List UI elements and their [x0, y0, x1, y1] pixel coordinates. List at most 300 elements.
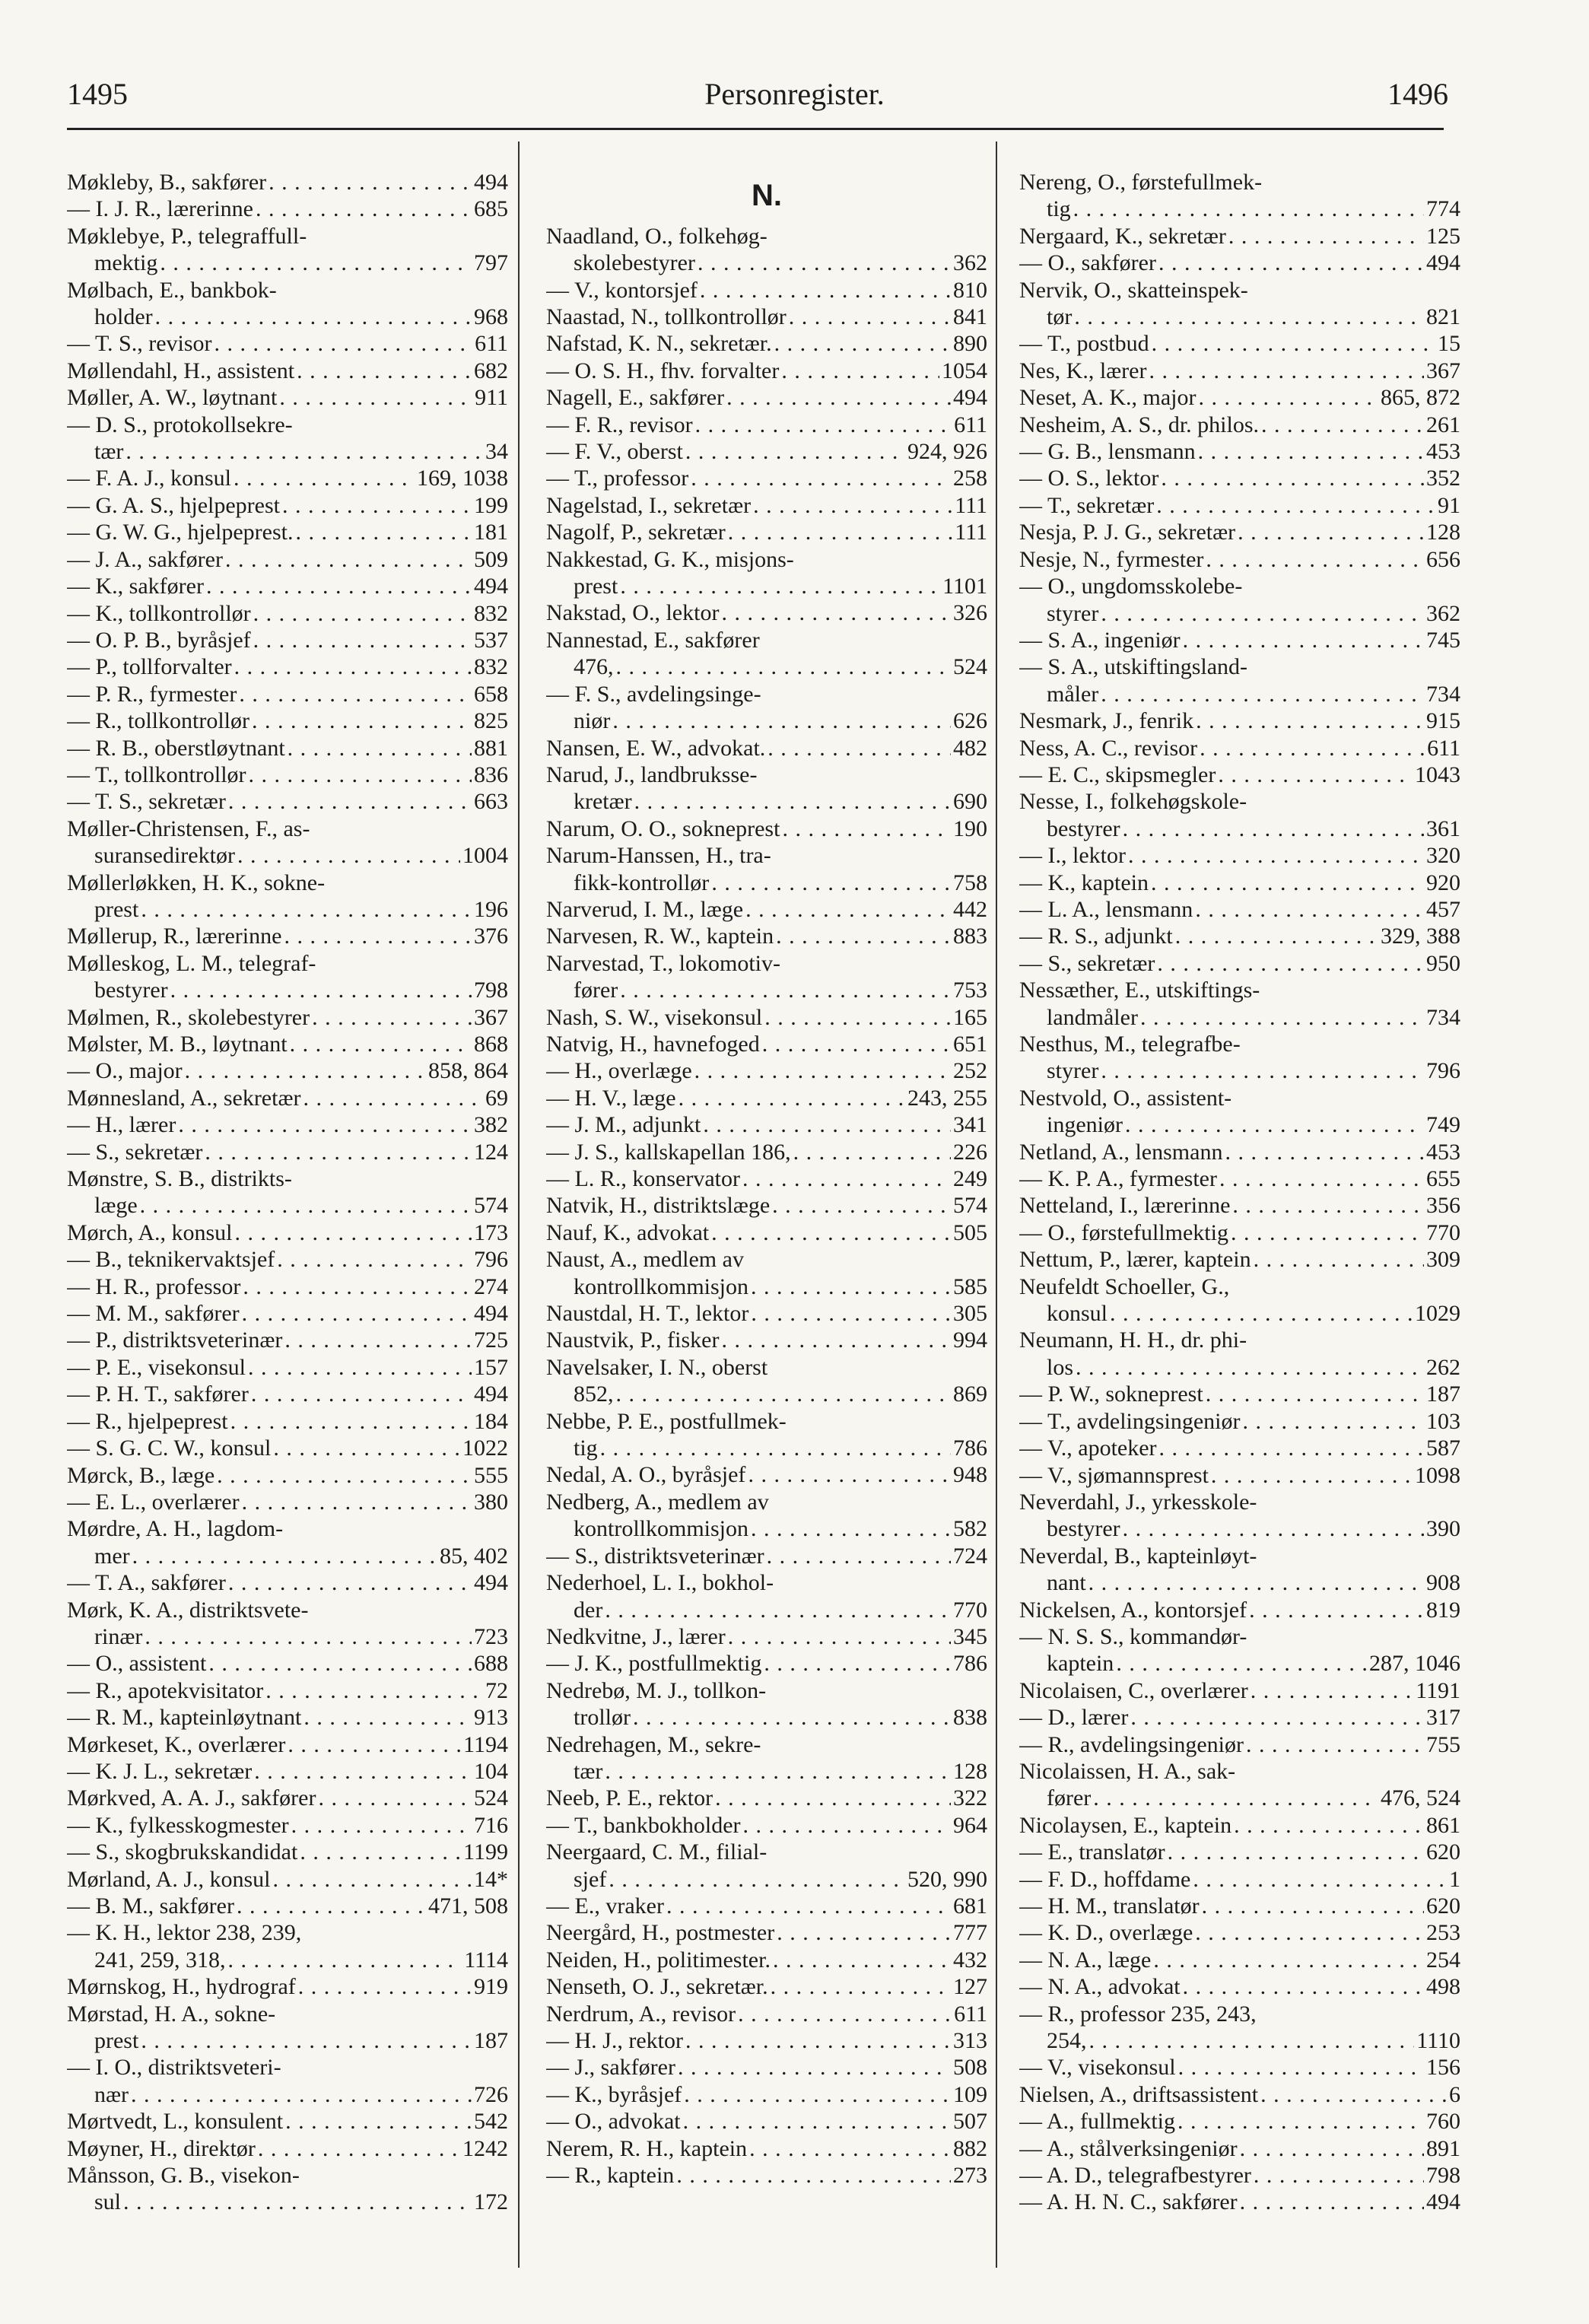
entry-continuation: fører	[574, 978, 618, 1003]
entry-name: — T. S., sekretær	[67, 789, 226, 815]
register-entry	[546, 815, 987, 842]
register-entry	[67, 1839, 508, 1865]
dot-leader	[1159, 1435, 1424, 1461]
entry-name: — G. W. G., hjelpeprest.	[67, 520, 294, 545]
register-entry	[546, 384, 987, 411]
register-column-2	[546, 169, 987, 2189]
register-entry	[1019, 761, 1460, 788]
entry-name: Nedrebø, M. J., tollkon-	[546, 1677, 767, 1703]
page-reference: 890	[953, 331, 987, 357]
register-entry	[1019, 788, 1460, 842]
page-reference: 882	[953, 2135, 987, 2161]
page-reference: 494	[474, 1301, 508, 1327]
entry-name: — K. J. L., sekretær	[67, 1758, 253, 1784]
register-entry	[546, 923, 987, 949]
entry-name: Neumann, H. H., dr. phi-	[1019, 1327, 1247, 1353]
dot-leader	[678, 2054, 951, 2081]
entry-name: — B. M., sakfører	[67, 1893, 234, 1919]
dot-leader	[1175, 923, 1378, 949]
entry-name: Møllerup, R., lærerinne	[67, 924, 282, 949]
register-entry	[546, 1731, 987, 1785]
entry-name: — P. W., sokneprest	[1019, 1381, 1203, 1407]
dot-leader	[234, 653, 472, 680]
entry-name: Nerem, R. H., kaptein	[546, 2135, 748, 2161]
entry-name: — A. H. N. C., sakfører	[1019, 2189, 1238, 2215]
dot-leader	[774, 330, 951, 357]
page-reference: 836	[474, 761, 508, 787]
entry-name: Nedkvitne, J., lærer	[546, 1623, 726, 1649]
entry-name: Møkleby, B., sakfører	[67, 170, 267, 195]
entry-continuation: 476,	[574, 654, 614, 680]
entry-continuation: mer	[94, 1543, 130, 1569]
entry-name: Narvesen, R. W., kaptein	[546, 924, 774, 949]
dot-leader	[789, 304, 951, 330]
page-reference: 655	[1426, 1166, 1460, 1192]
page-reference: 341	[953, 1112, 987, 1138]
register-entry	[546, 2108, 987, 2135]
entry-continuation: kontrollkommisjon	[574, 1273, 749, 1299]
page-reference: 320	[1426, 843, 1460, 869]
page-reference: 15	[1438, 331, 1460, 357]
dot-leader	[1243, 1408, 1424, 1435]
entry-name: — O., assistent	[67, 1651, 207, 1677]
page-reference: 585	[953, 1273, 987, 1299]
register-entry	[1019, 546, 1460, 573]
dot-leader	[1125, 1111, 1424, 1138]
page-reference: 432	[953, 1947, 987, 1973]
entry-name: — K. D., overlæge	[1019, 1920, 1193, 1946]
dot-leader	[1153, 1947, 1424, 1973]
entry-name: — T., tollkontrollør	[67, 761, 246, 787]
dot-leader	[178, 1111, 472, 1138]
page-reference: 362	[1426, 600, 1460, 626]
register-entry	[1019, 1139, 1460, 1165]
page-reference: 309	[1426, 1247, 1460, 1273]
entry-continuation: rinær	[94, 1623, 143, 1649]
entry-name: Neergaard, C. M., filial-	[546, 1839, 767, 1865]
register-entry	[1019, 1219, 1460, 1246]
page-reference: 734	[1426, 1004, 1460, 1030]
register-entry	[546, 2081, 987, 2108]
register-entry	[1019, 896, 1460, 923]
page-reference: 128	[1426, 520, 1460, 545]
register-entry	[67, 277, 508, 331]
dot-leader	[694, 1057, 951, 1084]
register-entry	[1019, 1381, 1460, 1407]
entry-name: — F. R., revisor	[546, 412, 693, 437]
dot-leader	[1193, 1866, 1447, 1893]
entry-name: Natvig, H., havnefoged	[546, 1031, 760, 1057]
entry-name: Nicolaysen, E., kaptein	[1019, 1812, 1232, 1838]
dot-leader	[1261, 412, 1424, 438]
entry-name: Nesja, P. J. G., sekretær	[1019, 520, 1236, 545]
page-reference: 919	[474, 1974, 508, 2000]
page-reference: 920	[1426, 870, 1460, 895]
dot-leader	[258, 2135, 460, 2162]
dot-leader	[776, 923, 951, 949]
entry-continuation: bestyrer	[94, 978, 168, 1003]
page-reference: 755	[1426, 1731, 1460, 1757]
register-entry	[1019, 1165, 1460, 1192]
register-entry	[67, 1246, 508, 1273]
entry-name: — O., advokat	[546, 2109, 681, 2135]
register-entry	[1019, 358, 1460, 384]
dot-leader	[1206, 1381, 1424, 1407]
register-entry	[1019, 1947, 1460, 1973]
dot-leader	[235, 1219, 472, 1246]
register-entry	[1019, 870, 1460, 896]
page-reference: 173	[474, 1219, 508, 1245]
dot-leader	[1218, 761, 1413, 788]
register-entry	[546, 1543, 987, 1569]
entry-name: Naastad, N., tollkontrollør	[546, 304, 787, 330]
page-reference: 345	[953, 1623, 987, 1649]
dot-leader	[1152, 330, 1435, 357]
dot-leader	[745, 896, 951, 923]
page-reference: 685	[474, 196, 508, 222]
entry-continuation: trollør	[574, 1705, 631, 1731]
page-reference: 258	[953, 466, 987, 491]
page-reference: 770	[953, 1597, 987, 1623]
register-entry	[1019, 412, 1460, 438]
page-reference: 190	[953, 815, 987, 841]
register-column-3	[1019, 169, 1460, 2216]
page-reference: 305	[953, 1301, 987, 1327]
dot-leader	[252, 707, 472, 734]
entry-continuation: bestyrer	[1047, 815, 1120, 841]
dot-leader	[303, 1085, 483, 1111]
dot-leader	[185, 1057, 426, 1084]
page-reference: 1191	[1416, 1677, 1460, 1703]
entry-name: — M. M., sakfører	[67, 1301, 240, 1327]
column-divider	[996, 141, 997, 2268]
register-entry	[1019, 1085, 1460, 1139]
dot-leader	[751, 1300, 951, 1327]
entry-name: Narum-Hanssen, H., tra-	[546, 843, 771, 869]
page-reference: 1110	[1416, 2028, 1460, 2054]
entry-name: — S., sekretær	[67, 1139, 203, 1165]
entry-name: Månsson, G. B., visekon-	[67, 2163, 300, 2189]
page-reference: 457	[1426, 896, 1460, 922]
entry-name: — A. D., telegrafbestyrer	[1019, 2163, 1251, 2189]
page-reference: 380	[474, 1489, 508, 1515]
entry-name: — K., fylkesskogmester	[67, 1812, 289, 1838]
register-entry	[67, 2108, 508, 2135]
page-reference: 199	[474, 492, 508, 518]
entry-name: — H. V., læge	[546, 1085, 676, 1111]
entry-name: Neset, A. K., major	[1019, 385, 1197, 411]
register-entry	[546, 1839, 987, 1893]
register-entry	[67, 1893, 508, 1919]
register-entry	[1019, 1543, 1460, 1597]
page-reference: 611	[954, 412, 987, 437]
register-entry	[67, 735, 508, 761]
dot-leader	[1149, 358, 1424, 384]
dot-leader	[666, 1893, 951, 1919]
entry-name: — R., kaptein	[546, 2163, 675, 2189]
register-entry	[67, 1327, 508, 1353]
entry-name: Mørch, A., konsul	[67, 1219, 233, 1245]
register-entry	[1019, 438, 1460, 465]
page-reference: 494	[953, 385, 987, 411]
dot-leader	[751, 1515, 951, 1542]
register-entry	[546, 1327, 987, 1353]
register-entry	[1019, 2081, 1460, 2108]
page-reference: 908	[1426, 1570, 1460, 1596]
entry-name: — F. V., oberst	[546, 439, 683, 465]
dot-leader	[206, 573, 472, 599]
entry-name: — B., teknikervaktsjef	[67, 1247, 275, 1273]
entry-continuation: konsul	[1047, 1301, 1108, 1327]
dot-leader	[141, 2027, 472, 2054]
entry-name: — G. A. S., hjelpeprest	[67, 492, 280, 518]
dot-leader	[1211, 1462, 1413, 1489]
dot-leader	[1195, 896, 1424, 923]
entry-continuation: landmåler	[1047, 1004, 1138, 1030]
entry-name: — R., apotekvisitator	[67, 1677, 264, 1703]
entry-name: Narum, O. O., sokneprest	[546, 815, 780, 841]
register-entry	[67, 2001, 508, 2055]
page-reference: 758	[953, 870, 987, 895]
register-entry	[1019, 1731, 1460, 1758]
register-entry	[1019, 1246, 1460, 1273]
register-entry	[67, 1785, 508, 1811]
register-entry	[546, 2162, 987, 2189]
register-entry	[1019, 1812, 1460, 1839]
entry-continuation: mektig	[94, 250, 158, 276]
entry-name: Nauf, K., advokat	[546, 1219, 710, 1245]
entry-name: — K., sakfører	[67, 574, 204, 599]
entry-name: — P. R., fyrmester	[67, 681, 237, 707]
register-entry	[67, 1731, 508, 1758]
entry-name: — V., kontorsjef	[546, 277, 698, 303]
register-entry	[67, 2135, 508, 2162]
register-entry	[546, 681, 987, 735]
dot-leader	[1158, 250, 1424, 276]
dot-leader	[1260, 2081, 1447, 2108]
dot-leader	[170, 977, 472, 1003]
register-entry	[67, 788, 508, 815]
entry-continuation: 852,	[574, 1381, 614, 1407]
page-reference: 749	[1426, 1112, 1460, 1138]
register-entry	[1019, 1973, 1460, 2000]
page-reference: 1	[1449, 1866, 1460, 1892]
page-reference: 725	[474, 1327, 508, 1353]
entry-continuation: prest	[574, 574, 618, 599]
entry-continuation: kretær	[574, 789, 632, 815]
register-entry	[67, 1919, 508, 1973]
entry-name: — A., stålverksingeniør	[1019, 2135, 1238, 2161]
entry-name: Nenseth, O. J., sekretær.	[546, 1974, 768, 2000]
dot-leader	[764, 1650, 951, 1677]
register-entry	[1019, 1704, 1460, 1731]
dot-leader	[1234, 1812, 1424, 1839]
register-entry	[546, 1057, 987, 1084]
entry-name: Nakstad, O., lektor	[546, 600, 720, 626]
dot-leader	[288, 1731, 461, 1758]
entry-name: Naadland, O., folkehøg-	[546, 223, 767, 249]
register-entry	[67, 1677, 508, 1704]
entry-continuation: los	[1047, 1354, 1074, 1380]
page-reference: 507	[953, 2109, 987, 2135]
entry-name: Nesmark, J., fenrik	[1019, 708, 1194, 734]
register-column-1	[67, 169, 508, 2216]
register-entry	[546, 2001, 987, 2027]
entry-name: Nash, S. W., visekonsul	[546, 1004, 763, 1030]
entry-name: — D. S., protokollsekre-	[67, 412, 293, 437]
page-reference: 157	[474, 1354, 508, 1380]
dot-leader	[318, 1785, 472, 1811]
entry-name: Nesse, I., folkehøgskole-	[1019, 789, 1247, 815]
dot-leader	[273, 1866, 472, 1893]
entry-continuation: måler	[1047, 681, 1099, 707]
page-reference: 587	[1426, 1435, 1460, 1461]
page-reference: 865, 872	[1381, 385, 1460, 411]
dot-leader	[1177, 2108, 1424, 2135]
register-entry	[1019, 2001, 1460, 2055]
register-entry	[1019, 465, 1460, 491]
dot-leader	[634, 788, 951, 815]
dot-leader	[1088, 1569, 1424, 1596]
register-entry	[546, 330, 987, 357]
register-entry	[67, 1569, 508, 1596]
page-reference: 498	[1426, 1974, 1460, 2000]
dot-leader	[297, 358, 472, 384]
dot-leader	[237, 842, 460, 869]
dot-leader	[748, 1461, 951, 1488]
entry-name: — S., distriktsveterinær	[546, 1543, 764, 1569]
page-title: Personregister.	[704, 77, 885, 111]
register-entry	[1019, 923, 1460, 949]
register-entry	[67, 1758, 508, 1785]
dot-leader	[1161, 465, 1424, 491]
entry-name: — J., sakfører	[546, 2055, 675, 2081]
page-reference: 494	[1426, 250, 1460, 276]
register-entry	[546, 465, 987, 491]
entry-name: — I. O., distriktsveteri-	[67, 2055, 281, 2081]
dot-leader	[782, 815, 951, 842]
dot-leader	[1130, 1704, 1424, 1731]
page-reference: 724	[953, 1543, 987, 1569]
page-reference: 861	[1426, 1812, 1460, 1838]
page-reference: 841	[953, 304, 987, 330]
page-reference: 273	[953, 2163, 987, 2189]
dot-leader	[605, 1758, 951, 1785]
page-reference: 165	[953, 1004, 987, 1030]
dot-leader	[721, 599, 951, 626]
register-entry	[67, 465, 508, 491]
page-reference: 786	[953, 1651, 987, 1677]
page-reference: 858, 864	[428, 1058, 508, 1084]
dot-leader	[208, 1650, 472, 1677]
dot-leader	[1128, 842, 1424, 869]
dot-leader	[131, 2081, 472, 2108]
register-entry	[1019, 1489, 1460, 1543]
page-reference: 317	[1426, 1705, 1460, 1731]
page-reference: 482	[953, 735, 987, 761]
dot-leader	[1228, 223, 1424, 250]
register-entry	[1019, 2135, 1460, 2162]
page-reference: 1114	[464, 1947, 508, 1973]
entry-name: — V., visekonsul	[1019, 2055, 1176, 2081]
register-entry	[67, 330, 508, 357]
entry-continuation: styrer	[1047, 600, 1099, 626]
page-reference: 881	[474, 735, 508, 761]
page-reference: 537	[474, 627, 508, 653]
page-reference: 626	[953, 708, 987, 734]
register-entry	[67, 1139, 508, 1165]
dot-leader	[273, 1435, 460, 1461]
entry-name: — P. H. T., sakfører	[67, 1381, 249, 1407]
register-entry	[1019, 1839, 1460, 1865]
dot-leader	[303, 1704, 472, 1731]
page-reference: 1101	[942, 574, 987, 599]
page-reference: 797	[474, 250, 508, 276]
page-reference: 453	[1426, 439, 1460, 465]
dot-leader	[1251, 1677, 1413, 1704]
register-entry	[546, 1004, 987, 1031]
dot-leader	[751, 1273, 951, 1300]
dot-leader	[288, 735, 472, 761]
page-reference: 915	[1426, 708, 1460, 734]
entry-name: — S., skogbrukskandidat	[67, 1839, 298, 1865]
dot-leader	[295, 519, 472, 545]
register-entry	[67, 1866, 508, 1893]
register-entry	[67, 1597, 508, 1651]
dot-leader	[253, 627, 472, 653]
page-reference: 390	[1426, 1516, 1460, 1542]
page-reference: 109	[953, 2081, 987, 2107]
dot-leader	[1238, 519, 1424, 545]
entry-name: Naust, A., medlem av	[546, 1247, 744, 1273]
entry-name: — R. B., oberstløytnant	[67, 735, 285, 761]
page-reference: 494	[1426, 2189, 1460, 2215]
register-entry	[546, 599, 987, 626]
page-reference: 274	[474, 1273, 508, 1299]
dot-leader	[743, 1812, 951, 1839]
dot-leader	[228, 788, 472, 815]
register-entry	[546, 1192, 987, 1219]
page-reference: 127	[953, 1974, 987, 2000]
register-entry	[67, 1650, 508, 1677]
dot-leader	[1206, 546, 1424, 573]
register-entry	[546, 950, 987, 1004]
entry-name: Nakkestad, G. K., misjons-	[546, 546, 794, 572]
page-reference: 262	[1426, 1354, 1460, 1380]
dot-leader	[123, 2189, 472, 2215]
entry-name: Nannestad, E., sakfører	[546, 627, 760, 653]
dot-leader	[215, 330, 473, 357]
entry-name: — O., førstefullmektig	[1019, 1219, 1228, 1245]
entry-name: Nielsen, A., driftsassistent	[1019, 2081, 1259, 2107]
register-entry	[1019, 2189, 1460, 2215]
register-entry	[546, 1489, 987, 1543]
dot-leader	[1157, 950, 1424, 977]
page-reference: 716	[474, 1812, 508, 1838]
entry-name: Nedberg, A., medlem av	[546, 1489, 769, 1515]
page-reference: 329, 388	[1381, 924, 1460, 949]
page-reference: 69	[485, 1085, 508, 1111]
register-entry	[1019, 1435, 1460, 1461]
page-reference: 911	[475, 385, 508, 411]
register-entry	[546, 277, 987, 304]
dot-leader	[609, 1866, 905, 1893]
page-reference: 367	[474, 1004, 508, 1030]
entry-name: — H. J., rektor	[546, 2028, 683, 2054]
page-reference: 819	[1426, 1597, 1460, 1623]
dot-leader	[1101, 1057, 1424, 1084]
dot-leader	[256, 196, 472, 222]
